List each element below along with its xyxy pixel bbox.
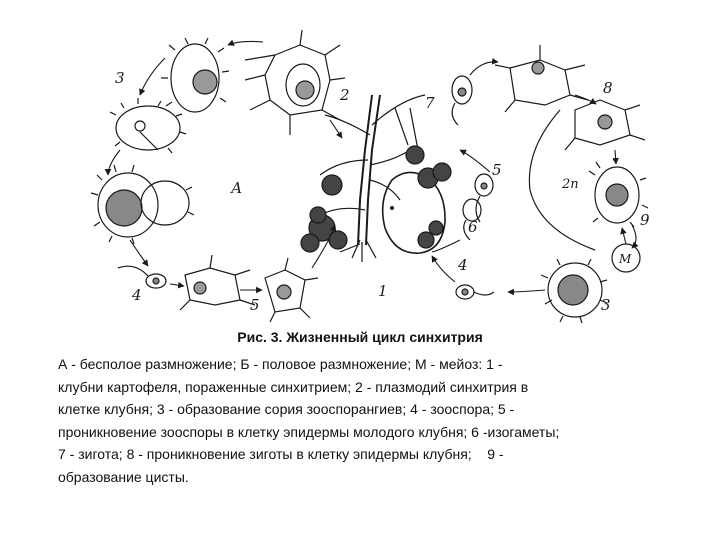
stage-8-zygote-penetration	[495, 45, 645, 150]
stage-3-zoosporangium-development	[110, 98, 186, 153]
legend-line-1: А - бесполое размножение; Б - половое размножение; М - мейоз: 1 -	[58, 356, 503, 372]
stage-number-9: 9	[640, 211, 650, 229]
legend-line-2: клубни картофеля, пораженные синхитрием; 2 - плазмодий синхитрия в	[58, 378, 529, 395]
legend-line-4: проникновение зооспоры в клетку эпидермы молодого клубня; 6 -изогаметы;	[58, 423, 560, 440]
stage-number-8: 8	[603, 79, 613, 97]
stage-number-6: 6	[468, 218, 478, 236]
legend-line-5: 7 - зигота; 8 - проникновение зиготы в клетку эпидермы клубня; 9 -	[58, 446, 504, 462]
stage-5-zoospore-penetration-left	[180, 255, 318, 322]
label-2n-phase: 2п	[562, 177, 579, 192]
stage-7-zygote	[452, 76, 472, 125]
figure-caption-title: Рис. 3. Жизненный цикл синхитрия	[237, 329, 483, 345]
stage-number-5-left: 5	[250, 296, 260, 314]
stage-number-4-right: 4	[458, 256, 468, 274]
stage-number-2: 2	[340, 86, 350, 104]
figure-caption-legend	[58, 353, 660, 488]
stage-number-3-left: 3	[115, 69, 125, 87]
legend-line-3: клетке клубня; 3 - образование сория зооспорангиев; 4 - зооспора; 5 -	[58, 401, 515, 417]
legend-line-6: образование цисты.	[58, 468, 189, 485]
stage-3-sorus-right	[541, 259, 607, 323]
stage-3-sorus-formation-top	[161, 38, 229, 112]
stage-4-zoospore-left	[118, 266, 166, 288]
label-asexual-reproduction: А	[231, 179, 243, 197]
stage-number-5-right: 5	[492, 161, 502, 179]
stage-number-7: 7	[425, 94, 435, 112]
stage-2-plasmodium-in-cell	[245, 30, 345, 135]
stage-number-3-right: 3	[601, 296, 611, 314]
stage-3-mature-sorus	[91, 165, 194, 244]
label-meiosis: М	[619, 252, 632, 266]
stage-number-1: 1	[378, 282, 388, 300]
stage-number-4-left: 4	[132, 286, 142, 304]
potato-plant-with-tubers	[301, 95, 451, 262]
stage-4-zoospore-right	[456, 285, 494, 299]
asexual-cycle-arrows	[108, 41, 342, 290]
